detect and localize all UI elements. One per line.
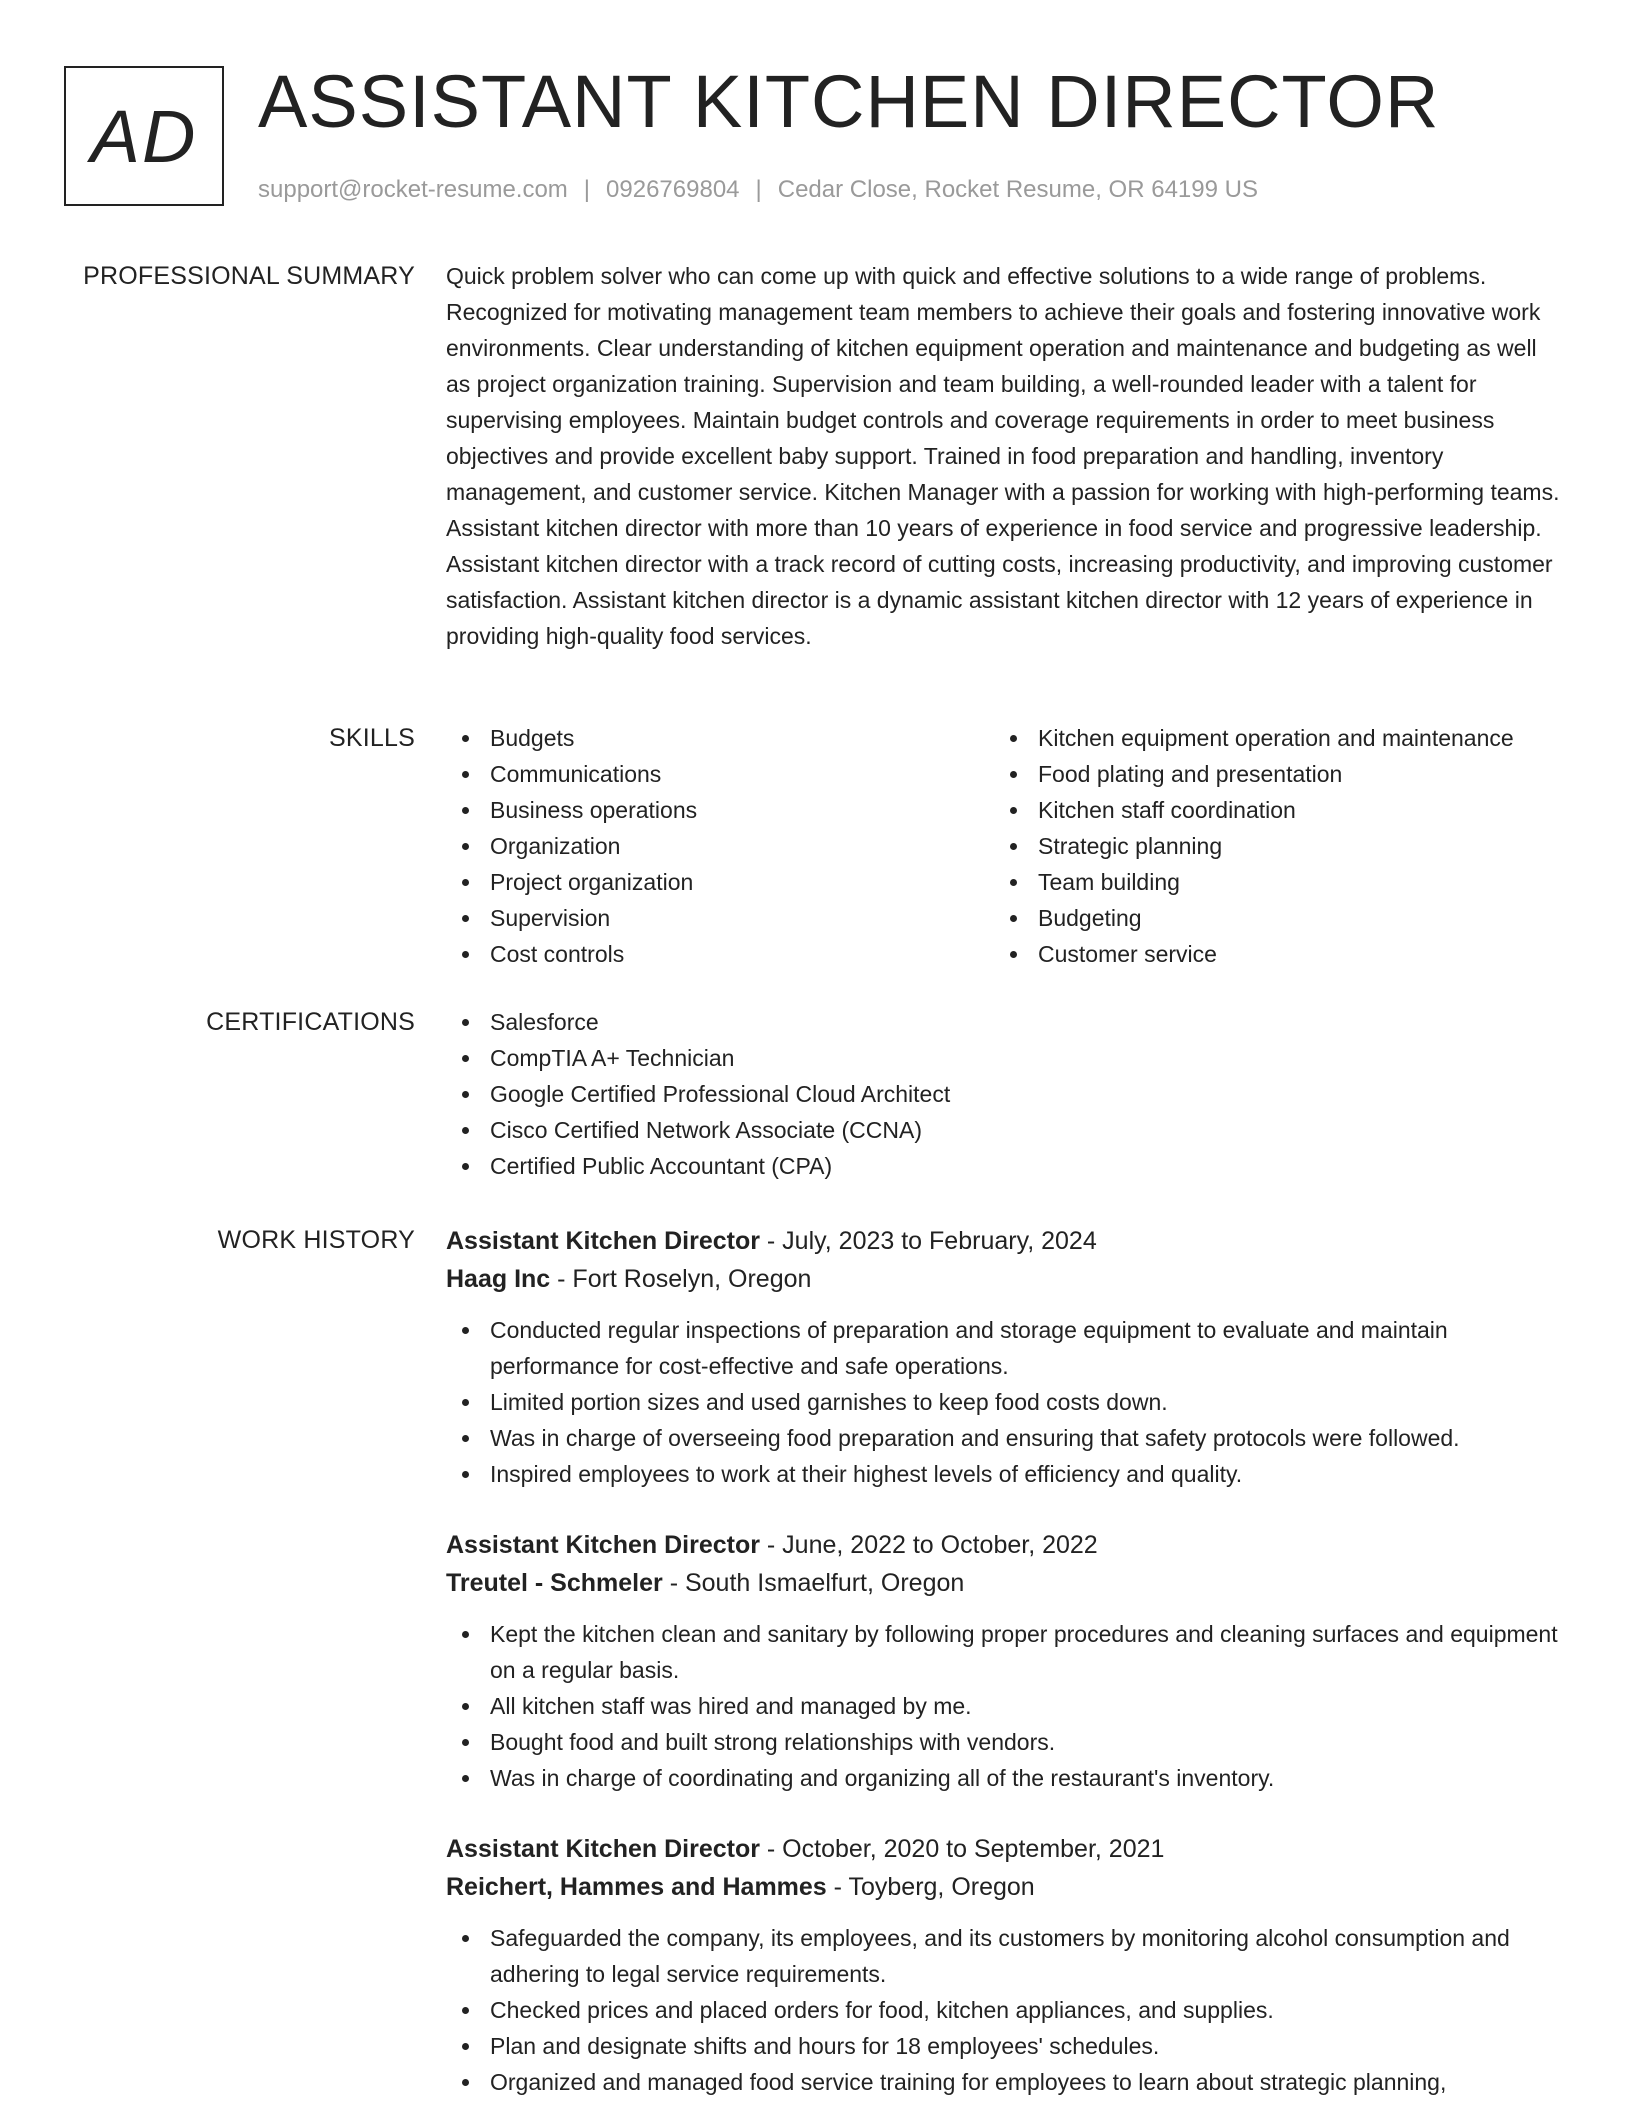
contact-phone[interactable]: 0926769804 <box>606 176 740 203</box>
job-bullet: Kept the kitchen clean and sanitary by following proper procedures and cleaning surfaces and equipment on a regular basis. <box>446 1616 1566 1688</box>
section-heading: PROFESSIONAL SUMMARY <box>83 262 415 290</box>
skills-column-left <box>446 720 994 972</box>
job-entry <box>446 1830 1566 2100</box>
certification-item: Cisco Certified Network Associate (CCNA) <box>446 1112 1566 1148</box>
job-title-line <box>446 1526 1566 1564</box>
job-bullet: Conducted regular inspections of preparation and storage equipment to evaluate and maintain performance for cost-effective and safe operations. <box>446 1312 1566 1384</box>
summary-body <box>446 258 1566 654</box>
contact-email[interactable]: support@rocket-resume.com <box>258 176 568 203</box>
skill-item: Supervision <box>446 900 994 936</box>
job-location: - South Ismaelfurt, Oregon <box>662 1569 965 1597</box>
job-bullet: Safeguarded the company, its employees, and its customers by monitoring alcohol consumption and adhering to legal service requirements. <box>446 1920 1566 1992</box>
job-dates: - October, 2020 to September, 2021 <box>759 1835 1165 1863</box>
job-bullet: Limited portion sizes and used garnishes to keep food costs down. <box>446 1384 1566 1420</box>
job-company-line <box>446 1260 1566 1298</box>
skill-item: Business operations <box>446 792 994 828</box>
skill-item: Cost controls <box>446 936 994 972</box>
summary-text: Quick problem solver who can come up with quick and effective solutions to a wide range of problems. Recognized for motivating management team members to achieve their goals and fostering innovative work environments. Clear understanding of kitchen equipment operation and maintenance and budgeting as well as project organization training. Supervision and team building, a well-rounded leader with a talent for supervising employees. Maintain budget controls and coverage requirements in order to meet business objectives and provide excellent baby support. Trained in food preparation and handling, inventory management, and customer service. Kitchen Manager with a passion for working with high-performing teams. Assistant kitchen director with more than 10 years of experience in food service and progressive leadership. Assistant kitchen director with a track record of cutting costs, increasing productivity, and improving customer satisfaction. Assistant kitchen director is a dynamic assistant kitchen director with 12 years of experience in providing high-quality food services. <box>446 263 1560 649</box>
skill-item: Organization <box>446 828 994 864</box>
resume-title: ASSISTANT KITCHEN DIRECTOR <box>258 60 1440 143</box>
certification-item: Salesforce <box>446 1004 1566 1040</box>
contact-separator: | <box>755 176 762 203</box>
job-bullet: All kitchen staff was hired and managed by me. <box>446 1688 1566 1724</box>
certification-item: Certified Public Accountant (CPA) <box>446 1148 1566 1184</box>
skill-item: Strategic planning <box>994 828 1542 864</box>
skill-item: Food plating and presentation <box>994 756 1542 792</box>
job-company-line <box>446 1564 1566 1602</box>
job-entry <box>446 1222 1566 1492</box>
job-location: - Toyberg, Oregon <box>826 1873 1035 1901</box>
job-location: - Fort Roselyn, Oregon <box>550 1265 812 1293</box>
skill-item: Kitchen staff coordination <box>994 792 1542 828</box>
section-heading: CERTIFICATIONS <box>206 1008 415 1036</box>
monogram-logo: AD <box>64 66 224 206</box>
job-bullet: Plan and designate shifts and hours for 18 employees' schedules. <box>446 2028 1566 2064</box>
job-title-line <box>446 1830 1566 1868</box>
job-title: Assistant Kitchen Director <box>446 1227 760 1255</box>
job-title: Assistant Kitchen Director <box>446 1531 760 1559</box>
contact-line <box>258 174 1258 206</box>
skill-item: Team building <box>994 864 1542 900</box>
job-bullet: Bought food and built strong relationships with vendors. <box>446 1724 1566 1760</box>
job-bullet: Was in charge of coordinating and organizing all of the restaurant's inventory. <box>446 1760 1566 1796</box>
job-dates: - June, 2022 to October, 2022 <box>759 1531 1098 1559</box>
job-company: Reichert, Hammes and Hammes <box>446 1873 827 1901</box>
job-company: Haag Inc <box>446 1265 551 1293</box>
job-bullet: Was in charge of overseeing food preparation and ensuring that safety protocols were followed. <box>446 1420 1566 1456</box>
skill-item: Project organization <box>446 864 994 900</box>
skills-body <box>446 720 1566 972</box>
certification-item: CompTIA A+ Technician <box>446 1040 1566 1076</box>
section-heading: SKILLS <box>329 724 415 752</box>
job-company: Treutel - Schmeler <box>446 1569 663 1597</box>
contact-address: Cedar Close, Rocket Resume, OR 64199 US <box>777 176 1258 203</box>
contact-separator: | <box>583 176 591 203</box>
job-bullet: Checked prices and placed orders for food, kitchen appliances, and supplies. <box>446 1992 1566 2028</box>
skill-item: Customer service <box>994 936 1542 972</box>
job-company-line <box>446 1868 1566 1906</box>
job-bullet: Inspired employees to work at their highest levels of efficiency and quality. <box>446 1456 1566 1492</box>
skill-item: Budgets <box>446 720 994 756</box>
skill-item: Kitchen equipment operation and maintenance <box>994 720 1542 756</box>
job-bullet: Organized and managed food service training for employees to learn about strategic planning, <box>446 2064 1566 2100</box>
certifications-body <box>446 1004 1566 1184</box>
job-entry <box>446 1526 1566 1796</box>
section-heading: WORK HISTORY <box>217 1226 415 1254</box>
skill-item: Budgeting <box>994 900 1542 936</box>
job-title-line <box>446 1222 1566 1260</box>
work-history-body <box>446 1222 1566 2112</box>
job-title: Assistant Kitchen Director <box>446 1835 760 1863</box>
certification-item: Google Certified Professional Cloud Architect <box>446 1076 1566 1112</box>
skill-item: Communications <box>446 756 994 792</box>
job-dates: - July, 2023 to February, 2024 <box>759 1227 1097 1255</box>
skills-column-right <box>994 720 1542 972</box>
